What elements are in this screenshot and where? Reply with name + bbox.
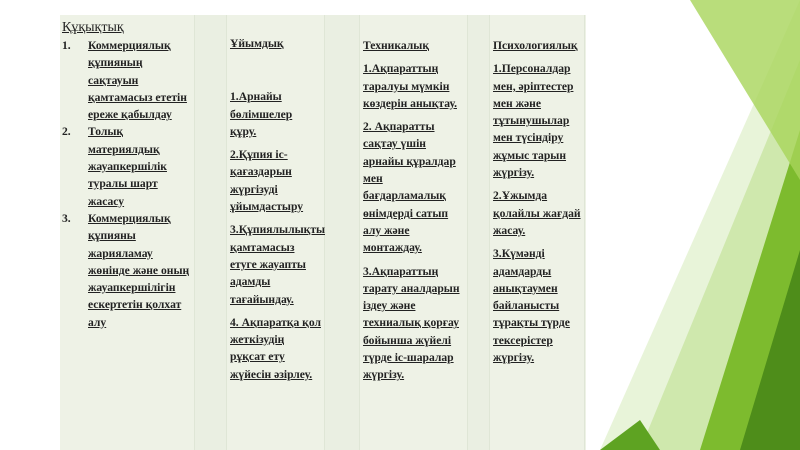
spacer-column <box>195 15 227 450</box>
spacer-column <box>468 15 490 450</box>
legal-list <box>62 37 191 331</box>
list-item: 4. Ақпаратқа қол жеткізудің рұқсат ету жүйесін әзірлеу. <box>230 315 321 381</box>
column-title-legal: Құқықтық <box>62 20 124 35</box>
column-organizational <box>227 15 325 450</box>
spacer-column <box>325 15 360 450</box>
list-item: 3.Ақпараттың тарату аналдарын іздеу және техниалық қорғау бойынша жүйелі түрде іс-шаралар жүргізу. <box>363 264 460 382</box>
column-title-psychological: Психологиялық <box>493 39 578 52</box>
list-item: 1. Коммерциялық құпияның сақтауын қамтамасыз ететін ереже қабылдау <box>62 39 187 122</box>
list-item: 1.Персоналдар мен, әріптестер мен және тұтынушылар мен түсіндіру жұмыс тарын жүргізу. <box>493 62 574 180</box>
column-title-technical: Техникалық <box>363 39 430 52</box>
list-item: 3. Коммерциялық құпияны жарияламау жөнінде және оның жауапкершілігін ескертетін қолхат алу <box>62 211 190 329</box>
list-item: 3.Күмәнді адамдарды анықтаумен байланысты тұрақты түрде тексерістер жүргізу. <box>493 247 570 365</box>
list-item: 1.Арнайы бөлімшелер құру. <box>230 90 293 138</box>
list-item: 2.Құпия іс-қағаздарын жүргізуді ұйымдастыру <box>230 148 304 214</box>
list-item: 2. Ақпаратты сақтау үшін арнайы құралдар мен бағдарламалық өнімдерді сатып алу және монтаждау. <box>363 120 456 255</box>
column-title-organizational: Ұйымдық <box>230 37 284 50</box>
list-item: 2.Ұжымда қолайлы жағдай жасау. <box>493 189 581 237</box>
column-legal <box>60 15 195 450</box>
content-table <box>60 15 586 450</box>
list-item: 1.Ақпараттың таралуы мүмкін көздерін анықтау. <box>363 62 457 110</box>
column-psychological <box>490 15 585 450</box>
list-item: 3.Құпиялылықты қамтамасыз етуге жауапты адамды тағайындау. <box>230 223 326 306</box>
column-technical <box>360 15 468 450</box>
list-item: 2. Толық материялдық жауапкершілік туралы шарт жасасу <box>62 125 167 208</box>
